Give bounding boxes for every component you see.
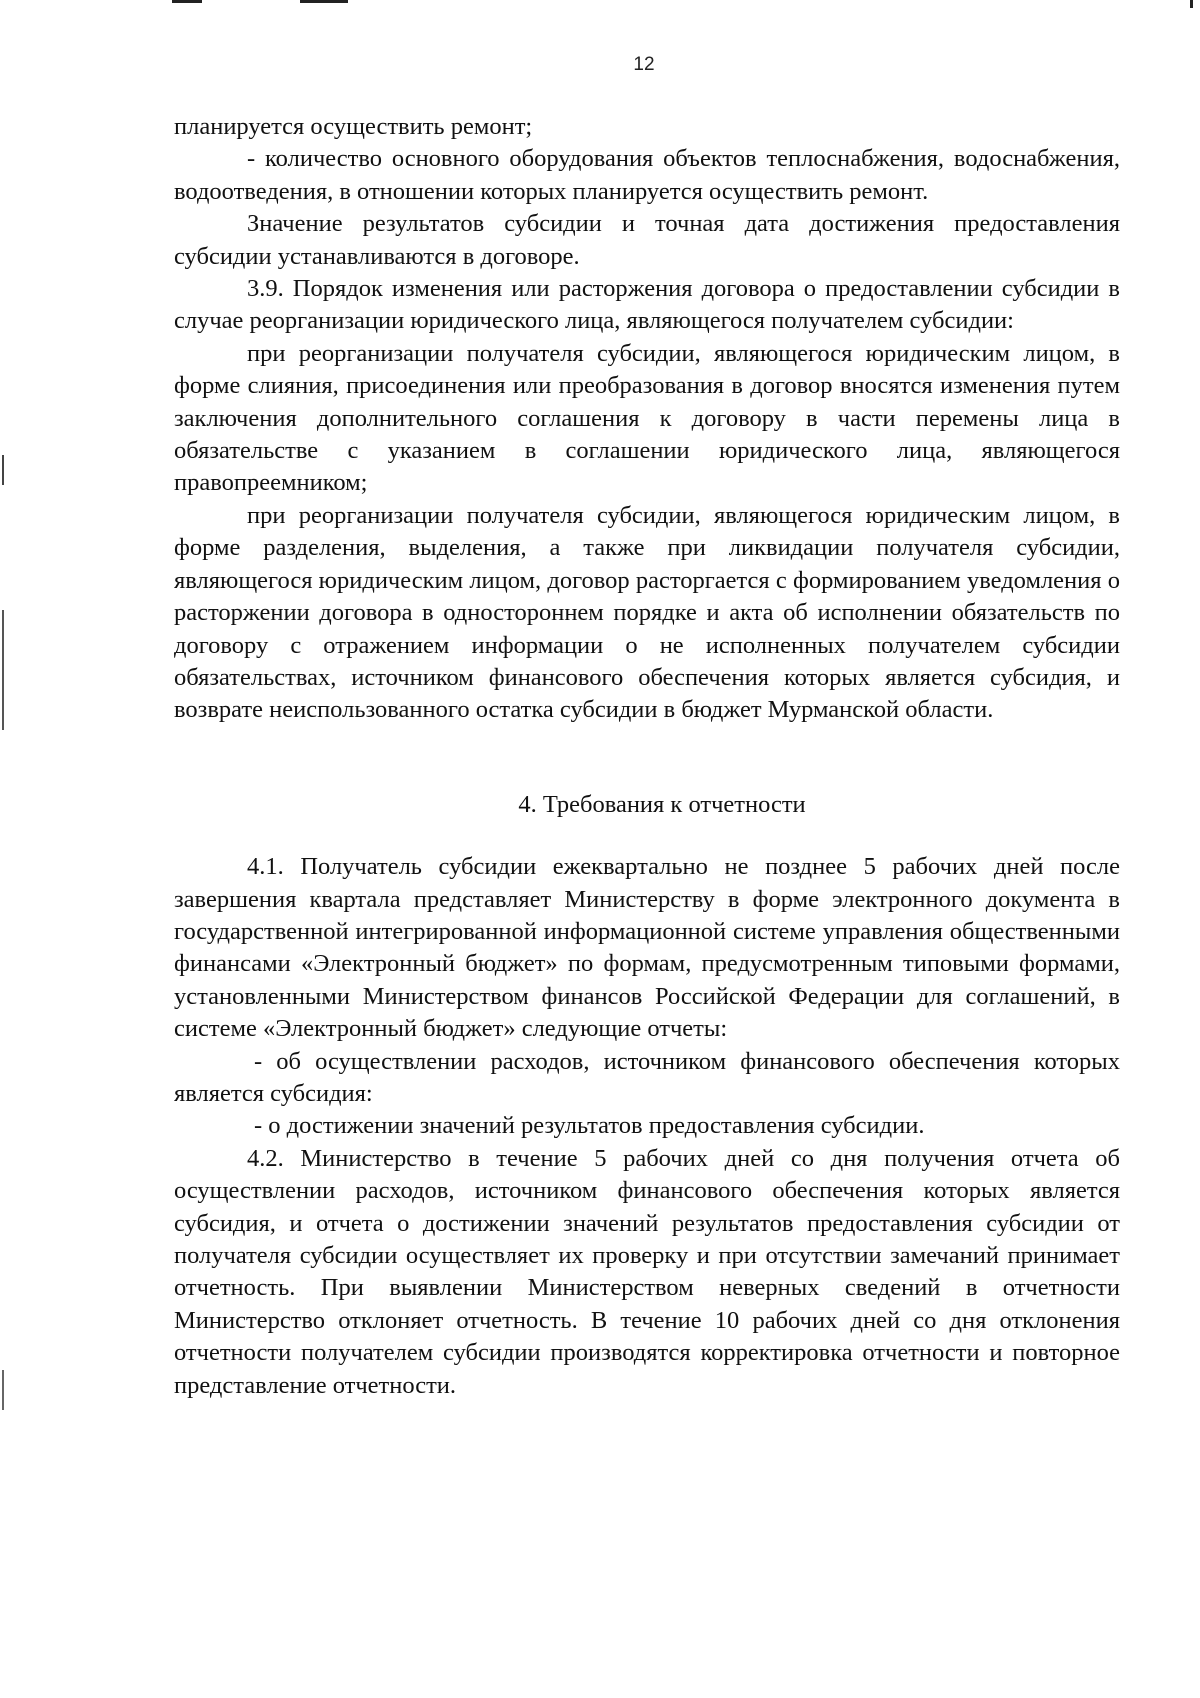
paragraph: 4.1. Получатель субсидии ежеквартально не позднее 5 рабочих дней после завершения квартала представляет Министерству в форме электронного документа в государственной интегрированной информационной системе управления общественными финансами «Электронный бюджет» по формам, предусмотренным типовыми формами, установленными Министерством финансов Российской Федерации для соглашений, в системе «Электронный бюджет» следующие отчеты:	[174, 853, 1120, 1043]
paragraph: Значение результатов субсидии и точная дата достижения предоставления субсидии устанавливаются в договоре.	[174, 210, 1120, 270]
scan-artifact-left-edge	[2, 610, 4, 730]
list-item: - о достижении значений результатов предоставления субсидии.	[254, 1112, 925, 1140]
spacer	[174, 821, 1120, 851]
list-item: - об осуществлении расходов, источником финансового обеспечения которых является субсидия:	[174, 1047, 1120, 1107]
paragraph: при реорганизации получателя субсидии, являющегося юридическим лицом, в форме разделения, выделения, а также при ликвидации получателя субсидии, являющегося юридическим лицом, договор расторгается с формированием уведомления о расторжении договора в одностороннем порядке и акта об исполнении обязательств по договору с отражением информации о не исполненных получателем субсидии обязательствах, источником финансового обеспечения которых является субсидия, и возврате неиспользованного остатка субсидии в бюджет Мурманской области.	[174, 501, 1120, 724]
spacer	[174, 727, 1120, 789]
paragraph: - количество основного оборудования объектов теплоснабжения, водоснабжения, водоотведения, в отношении которых планируется осуществить ремонт.	[174, 145, 1120, 205]
paragraph: планируется осуществить ремонт;	[174, 113, 533, 140]
paragraph: 4.2. Министерство в течение 5 рабочих дней со дня получения отчета об осуществлении расходов, источником финансового обеспечения которых является субсидия, и отчета о достижении значений результатов предоставления субсидии от получателя субсидии осуществляет их проверку и при отсутствии замечаний принимает отчетность. При выявлении Министерством неверных сведений в отчетности Министерство отклоняет отчетность. В течение 10 рабочих дней со дня отклонения отчетности получателем субсидии производятся корректировка отчетности и повторное представление отчетности.	[174, 1144, 1120, 1399]
section-heading: 4. Требования к отчетности	[518, 790, 806, 818]
scan-artifact-left-edge	[2, 1370, 4, 1410]
document-body	[174, 111, 1120, 1402]
paragraph: 3.9. Порядок изменения или расторжения договора о предоставлении субсидии в случае реорганизации юридического лица, являющегося получателем субсидии:	[174, 275, 1120, 335]
scan-artifact-top-right	[1190, 0, 1193, 8]
scan-artifact-top-left	[172, 0, 202, 3]
scan-artifact-left-edge	[2, 455, 4, 485]
page-number: 12	[633, 54, 655, 75]
paragraph: при реорганизации получателя субсидии, являющегося юридическим лицом, в форме слияния, присоединения или преобразования в договор вносятся изменения путем заключения дополнительного соглашения к договору в части перемены лица в обязательстве с указанием в соглашении юридического лица, являющегося правопреемником;	[174, 339, 1120, 497]
scan-artifact-top-center	[300, 0, 348, 3]
